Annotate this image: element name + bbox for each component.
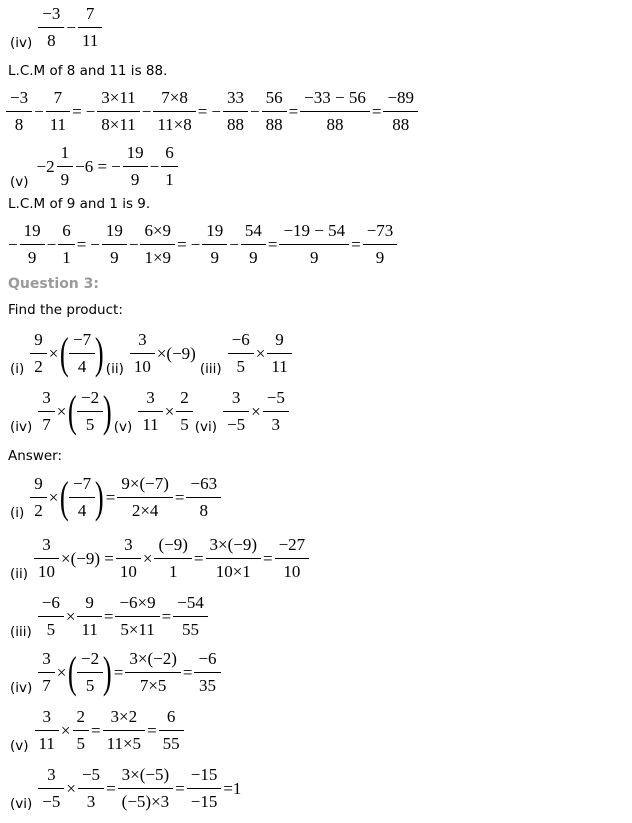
operator: =1	[223, 778, 242, 798]
denominator: 5×11	[115, 616, 159, 640]
operator: ×	[142, 548, 153, 568]
denominator: 7×5	[125, 672, 181, 696]
fraction	[225, 388, 247, 435]
numerator: −63	[190, 474, 218, 493]
item-label: (iv)	[10, 419, 33, 435]
operator: −	[85, 101, 96, 121]
numerator: −6	[41, 593, 60, 612]
fraction	[36, 535, 57, 582]
denominator: 1	[161, 166, 178, 190]
item-label: (ii)	[10, 566, 29, 582]
denominator: 8×11	[97, 111, 139, 135]
operator: −	[141, 101, 152, 121]
numerator: 54	[244, 221, 262, 240]
operator: =	[103, 606, 114, 626]
denominator: 88	[223, 111, 248, 135]
denominator: 11	[46, 111, 70, 135]
denominator: 4	[69, 353, 95, 377]
item-label: (vi)	[194, 419, 218, 435]
fraction	[204, 221, 225, 268]
fraction	[188, 474, 219, 521]
numerator: 9	[85, 593, 94, 612]
fraction	[127, 649, 179, 696]
numerator: 9	[34, 474, 43, 493]
denominator: 2	[30, 497, 47, 521]
numerator: 3×2	[110, 707, 138, 726]
denominator: 11×5	[103, 730, 145, 754]
denominator: 10	[116, 558, 141, 582]
operator: =	[177, 234, 187, 254]
operator: −2	[36, 156, 55, 176]
item-label: (iv)	[10, 35, 33, 51]
fraction	[71, 330, 93, 377]
fraction	[32, 474, 45, 521]
math-expression	[8, 707, 184, 754]
numerator: −27	[278, 535, 306, 554]
item-label: (v)	[113, 419, 133, 435]
numerator: 19	[23, 221, 41, 240]
question-heading: Question 3:	[8, 276, 99, 292]
numerator: 19	[206, 221, 224, 240]
fraction	[80, 4, 100, 51]
denominator: 5	[228, 353, 254, 377]
math-expression	[8, 593, 208, 640]
math-expression	[8, 765, 243, 812]
operator: ×	[164, 401, 175, 421]
operator: −	[34, 101, 44, 121]
operator: ×	[251, 401, 261, 421]
fraction	[37, 707, 57, 754]
item-label: (iv)	[10, 680, 33, 696]
operator: ×	[56, 401, 67, 421]
numerator: −19 − 54	[283, 221, 346, 240]
numerator: 7×8	[161, 88, 188, 107]
operator: −	[8, 234, 18, 254]
operator: =	[174, 487, 185, 507]
operator: =	[197, 101, 208, 121]
numerator: −54	[177, 593, 204, 612]
operator: =	[267, 234, 278, 254]
numerator: −5	[266, 388, 285, 407]
operator: =	[351, 234, 361, 254]
parenthesis: (	[68, 647, 78, 697]
denominator: −5	[38, 788, 64, 812]
parenthesis: (	[68, 386, 78, 436]
denominator: 5	[77, 411, 103, 435]
operator: −	[149, 156, 160, 176]
math-expression	[8, 535, 309, 582]
fraction	[125, 143, 146, 190]
operator: −	[111, 156, 121, 176]
denominator: 9	[20, 244, 45, 268]
numerator: −2	[81, 388, 100, 407]
fraction	[75, 707, 88, 754]
item-label: (i)	[10, 505, 25, 521]
denominator: 3	[78, 788, 104, 812]
denominator: 9	[57, 166, 74, 190]
fraction	[140, 388, 160, 435]
numerator: −5	[81, 765, 101, 784]
math-expression	[8, 388, 289, 435]
denominator: 9	[102, 244, 127, 268]
parenthesis: )	[95, 472, 104, 522]
denominator: 55	[159, 730, 184, 754]
operator: =	[91, 720, 101, 740]
denominator: 9	[279, 244, 349, 268]
numerator: 6	[166, 707, 176, 726]
fraction	[40, 765, 62, 812]
parenthesis: )	[103, 386, 112, 436]
fraction	[365, 221, 396, 268]
denominator: 8	[186, 497, 221, 521]
numerator: 3	[124, 535, 133, 554]
numerator: 3	[42, 649, 51, 668]
item-label: (vi)	[10, 796, 33, 812]
denominator: 10×1	[206, 558, 262, 582]
fraction	[79, 593, 99, 640]
operator: ×(−9) =	[61, 548, 114, 568]
denominator: 11×8	[153, 111, 195, 135]
numerator: −2	[81, 649, 100, 668]
operator: =	[371, 101, 382, 121]
denominator: 11	[138, 411, 162, 435]
fraction	[22, 221, 43, 268]
numerator: 3	[138, 330, 147, 349]
operator: −	[128, 234, 139, 254]
numerator: −33 − 56	[304, 88, 366, 107]
denominator: 10	[275, 558, 310, 582]
numerator: −6	[231, 330, 250, 349]
numerator: 9	[275, 330, 284, 349]
parenthesis: (	[60, 472, 70, 522]
numerator: 3	[42, 535, 51, 554]
denominator: 2×4	[117, 497, 173, 521]
math-expression	[6, 88, 418, 135]
operator: =	[263, 548, 273, 568]
fraction	[117, 593, 157, 640]
numerator: 3×(−5)	[121, 765, 170, 784]
operator: =	[288, 101, 299, 121]
operator: =	[175, 778, 185, 798]
denominator: 5	[176, 411, 193, 435]
math-expression	[8, 330, 292, 377]
fraction	[208, 535, 260, 582]
fraction	[8, 88, 30, 135]
numerator: −7	[73, 474, 92, 493]
fraction	[119, 474, 171, 521]
numerator: 19	[105, 221, 123, 240]
fraction	[225, 88, 246, 135]
fraction	[60, 221, 73, 268]
operator: ×	[60, 720, 71, 740]
denominator: 9	[363, 244, 398, 268]
operator: −	[90, 234, 100, 254]
text-line: L.C.M of 8 and 11 is 88.	[8, 63, 168, 79]
fraction	[175, 593, 206, 640]
denominator: 88	[262, 111, 287, 135]
denominator: −5	[223, 411, 249, 435]
fraction	[265, 388, 287, 435]
operator: ×	[66, 778, 76, 798]
denominator: 11	[77, 616, 101, 640]
item-label: (iii)	[199, 361, 222, 377]
numerator: (−9)	[158, 535, 188, 554]
fraction	[385, 88, 416, 135]
fraction	[104, 221, 125, 268]
operator: =	[113, 662, 124, 682]
denominator: (−5)×3	[118, 788, 174, 812]
operator: =	[105, 487, 116, 507]
math-expression	[8, 649, 221, 696]
fraction	[178, 388, 191, 435]
numerator: 3×11	[101, 88, 136, 107]
math-expression	[6, 221, 397, 268]
numerator: 3	[47, 765, 56, 784]
math-expression	[8, 474, 221, 521]
fraction	[48, 88, 68, 135]
numerator: 2	[180, 388, 189, 407]
numerator: −6	[198, 649, 217, 668]
denominator: 8	[6, 111, 32, 135]
denominator: 5	[73, 730, 90, 754]
fraction	[79, 649, 101, 696]
numerator: 1	[60, 143, 70, 162]
numerator: 9	[34, 330, 43, 349]
fraction	[163, 143, 176, 190]
parenthesis: )	[95, 328, 104, 378]
math-expression	[8, 143, 178, 190]
numerator: 19	[126, 143, 144, 162]
fraction	[32, 330, 45, 377]
fraction	[71, 474, 93, 521]
denominator: 2	[30, 353, 47, 377]
denominator: 55	[173, 616, 208, 640]
fraction	[105, 707, 143, 754]
denominator: 7	[38, 672, 55, 696]
numerator: 56	[265, 88, 283, 107]
denominator: 1×9	[140, 244, 175, 268]
fraction	[230, 330, 252, 377]
fraction	[161, 707, 182, 754]
denominator: 5	[38, 616, 64, 640]
operator: =	[72, 101, 82, 121]
numerator: 6	[62, 221, 71, 240]
fraction	[243, 221, 264, 268]
numerator: −15	[190, 765, 218, 784]
denominator: 9	[123, 166, 148, 190]
fraction	[281, 221, 347, 268]
numerator: 2	[76, 707, 85, 726]
fraction	[156, 535, 189, 582]
operator: =	[193, 548, 204, 568]
numerator: 6	[165, 143, 174, 162]
denominator: 88	[383, 111, 418, 135]
denominator: 4	[69, 497, 95, 521]
numerator: 9×(−7)	[121, 474, 169, 493]
denominator: 8	[38, 27, 64, 51]
denominator: −15	[187, 788, 222, 812]
operator: −	[211, 101, 221, 121]
operator: −	[190, 234, 201, 254]
fraction	[40, 593, 62, 640]
operator: ×	[56, 662, 67, 682]
fraction	[118, 535, 139, 582]
numerator: −3	[42, 4, 61, 23]
denominator: 10	[34, 558, 59, 582]
operator: =	[106, 778, 116, 798]
numerator: −6×9	[119, 593, 156, 612]
operator: =	[182, 662, 193, 682]
text-line: Find the product:	[8, 302, 123, 318]
denominator: 9	[241, 244, 266, 268]
operator: =	[76, 234, 87, 254]
fraction	[79, 388, 101, 435]
item-label: (ii)	[105, 361, 124, 377]
operator: ×(−9)	[156, 343, 196, 363]
numerator: −3	[10, 88, 29, 107]
denominator: 35	[194, 672, 220, 696]
fraction	[277, 535, 308, 582]
parenthesis: )	[103, 647, 112, 697]
numerator: 3	[146, 388, 155, 407]
denominator: 1	[58, 244, 75, 268]
numerator: 3	[42, 388, 51, 407]
item-label: (i)	[10, 361, 25, 377]
operator: −	[229, 234, 239, 254]
denominator: 11	[35, 730, 59, 754]
numerator: 7	[85, 4, 95, 23]
denominator: 9	[202, 244, 227, 268]
numerator: 3×(−9)	[209, 535, 257, 554]
text-line: L.C.M of 9 and 1 is 9.	[8, 196, 151, 212]
fraction	[80, 765, 102, 812]
operator: ×	[48, 487, 59, 507]
fraction	[40, 649, 53, 696]
denominator: 11	[78, 27, 102, 51]
numerator: −7	[73, 330, 92, 349]
item-label: (iii)	[10, 624, 32, 640]
numerator: 3	[42, 707, 51, 726]
denominator: 5	[77, 672, 103, 696]
fraction	[264, 88, 285, 135]
operator: ×	[255, 343, 266, 363]
numerator: 3×(−2)	[129, 649, 177, 668]
denominator: 10	[130, 353, 155, 377]
operator: ×	[65, 606, 76, 626]
item-label: (v)	[10, 738, 29, 754]
numerator: 6×9	[144, 221, 172, 240]
math-expression	[8, 4, 102, 51]
fraction	[132, 330, 153, 377]
parenthesis: (	[60, 328, 70, 378]
numerator: 7	[53, 88, 63, 107]
fraction	[59, 143, 72, 190]
operator: =	[147, 720, 157, 740]
operator: −6 =	[75, 156, 108, 176]
fraction	[302, 88, 368, 135]
item-label: (v)	[10, 174, 29, 190]
fraction	[189, 765, 220, 812]
fraction	[120, 765, 172, 812]
fraction	[142, 221, 173, 268]
numerator: −73	[366, 221, 394, 240]
fraction	[196, 649, 218, 696]
fraction	[40, 4, 62, 51]
text-line: Answer:	[8, 448, 63, 464]
operator: −	[46, 234, 57, 254]
denominator: 3	[263, 411, 289, 435]
numerator: −89	[387, 88, 415, 107]
operator: −	[249, 101, 260, 121]
denominator: 7	[38, 411, 55, 435]
denominator: 11	[267, 353, 291, 377]
operator: ×	[48, 343, 59, 363]
fraction	[99, 88, 137, 135]
numerator: 3	[231, 388, 241, 407]
fraction	[269, 330, 289, 377]
numerator: 33	[226, 88, 244, 107]
fraction	[155, 88, 193, 135]
operator: −	[66, 17, 76, 37]
denominator: 88	[300, 111, 370, 135]
denominator: 1	[154, 558, 191, 582]
operator: =	[161, 606, 172, 626]
fraction	[40, 388, 53, 435]
